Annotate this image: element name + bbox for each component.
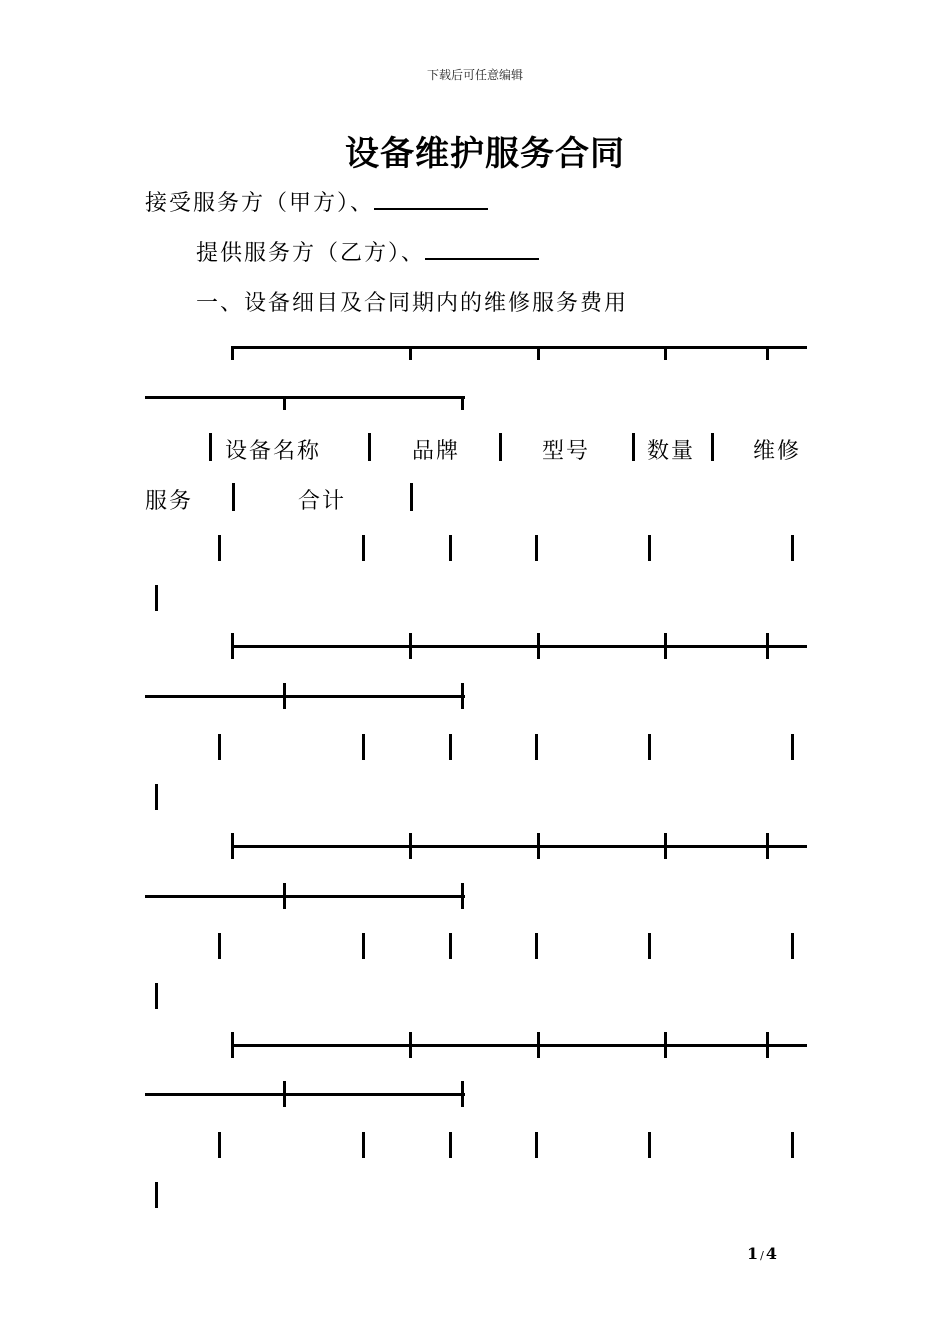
- table-tick: [283, 396, 286, 410]
- column-separator: [209, 433, 212, 461]
- party-b-line: [196, 236, 539, 267]
- column-header-brand: 品牌: [412, 439, 461, 464]
- page-separator: /: [760, 1249, 764, 1262]
- party-b-blank[interactable]: [425, 236, 539, 260]
- column-separator: [368, 433, 371, 461]
- table-tick: [409, 346, 412, 360]
- column-header-quantity: 数量: [647, 439, 696, 464]
- column-separator: [499, 433, 502, 461]
- column-header-service: 服务: [145, 489, 194, 514]
- column-header-model: 型号: [542, 439, 591, 464]
- page-number: [747, 1244, 777, 1263]
- table-tick: [461, 396, 464, 410]
- table-tick: [766, 346, 769, 360]
- column-separator: [632, 433, 635, 461]
- column-separator: [232, 483, 235, 511]
- party-b-label: 提供服务方（乙方）、: [196, 241, 426, 266]
- column-header-total: 合计: [298, 489, 347, 514]
- header-note: 下载后可任意编辑: [426, 68, 523, 82]
- party-a-line: [145, 186, 488, 217]
- table-tick: [231, 346, 234, 360]
- table-tick: [664, 346, 667, 360]
- column-separator: [410, 483, 413, 511]
- party-a-label: 接受服务方（甲方）、: [145, 191, 375, 216]
- column-separator: [711, 433, 714, 461]
- section-1-heading: 一、设备细目及合同期内的维修服务费用: [196, 291, 629, 316]
- contract-title: 设备维护服务合同: [345, 134, 625, 174]
- page-current: 1: [747, 1244, 759, 1263]
- party-a-blank[interactable]: [374, 186, 488, 210]
- column-header-name: 设备名称: [225, 439, 322, 464]
- table-tick: [537, 346, 540, 360]
- page-total: 4: [765, 1244, 777, 1263]
- column-header-maintenance: 维修: [753, 439, 802, 464]
- table-top-border-wrap: [145, 396, 465, 399]
- table-top-border: [231, 346, 807, 349]
